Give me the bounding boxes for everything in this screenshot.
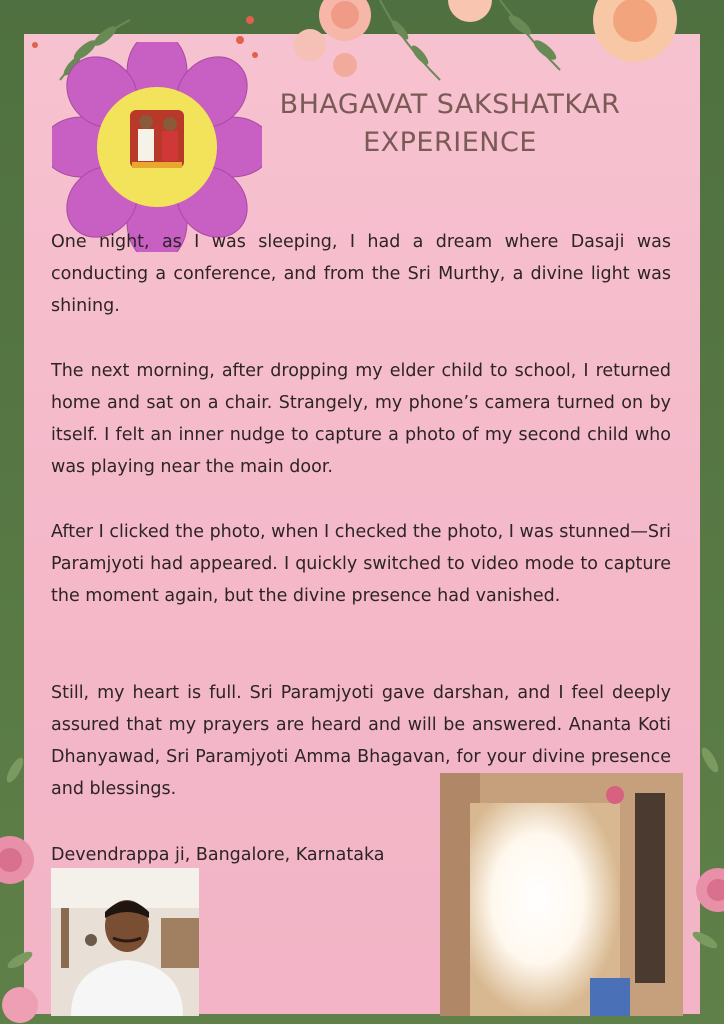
decoration-icon bbox=[606, 786, 624, 804]
paragraph-2: The next morning, after dropping my elder child to school, I returned home and sat on a chair. Strangely, my phone’s camera turned on by itself. I felt an inner nudge to capture a photo of my second child who was playing near the main door. bbox=[51, 361, 671, 477]
paragraph-1: One night, as I was sleeping, I had a dream where Dasaji was conducting a conference, and from the Sri Murthy, a divine light was shining. bbox=[51, 232, 671, 316]
deity-couple-portrait-icon bbox=[130, 110, 184, 168]
floral-border-right bbox=[680, 740, 724, 1024]
page-title bbox=[250, 86, 650, 162]
devotee-portrait-photo bbox=[51, 868, 199, 1016]
paragraph-3: After I clicked the photo, when I checked the photo, I was stunned—Sri Paramjyoti had appeared. I quickly switched to video mode to capture the moment again, but the divine presence had vanished. bbox=[51, 522, 671, 606]
signature: Devendrappa ji, Bangalore, Karnataka bbox=[51, 845, 385, 865]
title-line-1: BHAGAVAT SAKSHATKAR bbox=[279, 89, 621, 120]
divine-light-room-photo bbox=[440, 773, 683, 1016]
floral-border-left bbox=[0, 740, 50, 1024]
flower-badge bbox=[52, 42, 262, 252]
rose-flower-icon bbox=[294, 0, 677, 77]
title-line-2: EXPERIENCE bbox=[363, 127, 537, 158]
chair bbox=[590, 978, 630, 1016]
paragraph-4: Still, my heart is full. Sri Paramjyoti gave darshan, and I feel deeply assured that my prayers are heard and will be answered. Ananta Koti Dhanyawad, Sri Paramjyoti Amma Bhagavan, for your divine presence and blessings. bbox=[51, 683, 671, 799]
